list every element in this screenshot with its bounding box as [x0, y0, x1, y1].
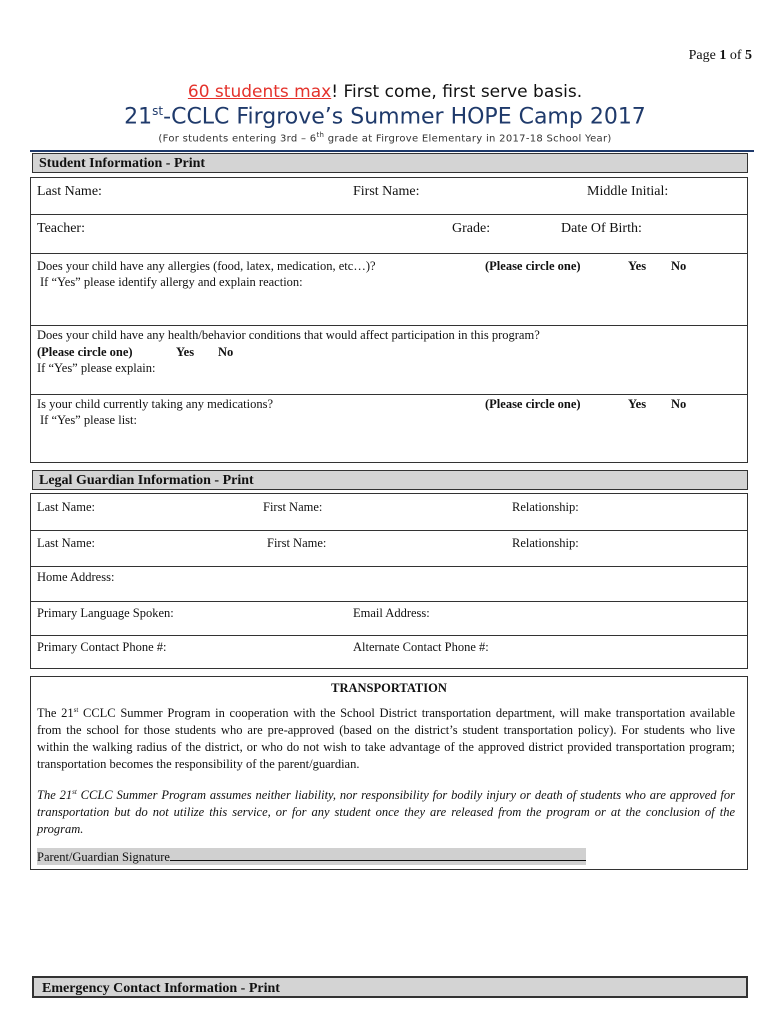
- transport-p2-start: The 21: [37, 788, 73, 803]
- health-circle-one: (Please circle one): [37, 345, 133, 359]
- subtitle-pre: (For students entering 3rd – 6: [158, 133, 317, 145]
- guardian1-name-row[interactable]: [31, 494, 747, 531]
- transport-p1-sup: st: [73, 706, 79, 714]
- language-email-row[interactable]: [31, 602, 747, 636]
- guardian2-first-name-label: First Name:: [267, 536, 327, 550]
- alternate-phone-label: Alternate Contact Phone #:: [353, 640, 489, 654]
- medication-no-option[interactable]: No: [671, 397, 687, 411]
- emergency-section-header: Emergency Contact Information - Print: [32, 976, 748, 998]
- capacity-banner: [0, 82, 770, 102]
- medication-circle-one: (Please circle one): [485, 397, 581, 411]
- student-section-header: Student Information - Print: [32, 153, 748, 173]
- home-address-row[interactable]: [31, 567, 747, 602]
- phone-row[interactable]: [31, 636, 747, 668]
- guardian1-first-name-label: First Name:: [263, 500, 323, 514]
- home-address-label: Home Address:: [37, 570, 115, 584]
- signature-label: Parent/Guardian Signature: [37, 850, 170, 864]
- student-first-name-label: First Name:: [353, 184, 420, 199]
- page-label: Page: [688, 48, 720, 63]
- guardian2-name-row[interactable]: [31, 531, 747, 567]
- health-explain: If “Yes” please explain:: [37, 361, 156, 375]
- teacher-label: Teacher:: [37, 221, 85, 236]
- student-teacher-row[interactable]: [31, 215, 747, 254]
- allergy-row[interactable]: [31, 254, 747, 326]
- transportation-title: TRANSPORTATION: [331, 681, 447, 695]
- transport-p1-rest: CCLC Summer Program in cooperation with the School District transportation department, will make transportation available from the school for those students who are pre-approved (based on the district’s student transportation policy). For students who live within the walking radius of the district, or who do not wish to take advantage of the approved district provided transportation program; transportation becomes the responsibility of the parent/guardian.: [37, 706, 735, 772]
- allergy-question: Does your child have any allergies (food, latex, medication, etc…)?: [37, 259, 376, 273]
- medication-question: Is your child currently taking any medications?: [37, 397, 274, 411]
- allergy-yes-option[interactable]: Yes: [628, 259, 647, 273]
- transportation-box: [30, 676, 748, 870]
- subtitle-sup: th: [316, 131, 325, 139]
- capacity-highlight: 60 students max: [187, 82, 332, 102]
- medication-yes-option[interactable]: Yes: [628, 397, 647, 411]
- health-yes-option[interactable]: Yes: [176, 345, 195, 359]
- student-info-box: [30, 177, 748, 463]
- grade-label: Grade:: [452, 221, 491, 236]
- page-number: [689, 48, 752, 64]
- signature-line[interactable]: [170, 848, 586, 861]
- title-suffix: st: [152, 104, 164, 118]
- title-rule: [30, 150, 754, 152]
- page-subtitle: [0, 131, 770, 144]
- transport-p2-sup: st: [72, 788, 77, 796]
- transportation-paragraph: [37, 702, 735, 773]
- guardian1-last-name-label: Last Name:: [37, 500, 95, 514]
- guardian-info-box: [30, 493, 748, 669]
- title-text: -CCLC Firgrove’s Summer HOPE Camp 2017: [163, 104, 646, 130]
- primary-phone-label: Primary Contact Phone #:: [37, 640, 167, 654]
- dob-label: Date Of Birth:: [561, 221, 642, 236]
- guardian-section-header: Legal Guardian Information - Print: [32, 470, 748, 490]
- transport-p1-start: The 21: [37, 706, 74, 721]
- title-number: 21: [124, 104, 153, 130]
- allergy-circle-one: (Please circle one): [485, 259, 581, 273]
- page-total: 5: [745, 48, 752, 63]
- guardian1-relationship-label: Relationship:: [512, 500, 579, 514]
- liability-paragraph: [37, 784, 735, 838]
- page-of: of: [726, 48, 745, 63]
- guardian2-last-name-label: Last Name:: [37, 536, 95, 550]
- subtitle-post: grade at Firgrove Elementary in 2017-18 School Year): [324, 133, 612, 145]
- student-last-name-label: Last Name:: [37, 184, 102, 199]
- page-title: [0, 104, 770, 129]
- transport-p2-rest: CCLC Summer Program assumes neither liability, nor responsibility for bodily injury or death of students who are approved for transportation but do not utilize this service, or for any student once they are released from the program or at the conclusion of the program.: [37, 788, 735, 837]
- medication-list: If “Yes” please list:: [40, 413, 137, 427]
- allergy-explain: If “Yes” please identify allergy and explain reaction:: [40, 275, 303, 289]
- student-middle-initial-label: Middle Initial:: [587, 184, 669, 199]
- signature-field[interactable]: [37, 848, 586, 865]
- health-no-option[interactable]: No: [218, 345, 234, 359]
- student-name-row[interactable]: [31, 178, 747, 215]
- primary-language-label: Primary Language Spoken:: [37, 606, 174, 620]
- email-address-label: Email Address:: [353, 606, 430, 620]
- page-current: 1: [719, 48, 727, 63]
- guardian2-relationship-label: Relationship:: [512, 536, 579, 550]
- capacity-text: ! First come, first serve basis.: [331, 82, 583, 102]
- health-row[interactable]: [31, 326, 747, 395]
- medication-row[interactable]: [31, 395, 747, 462]
- allergy-no-option[interactable]: No: [671, 259, 687, 273]
- health-question: Does your child have any health/behavior conditions that would affect participation in this program?: [37, 328, 540, 342]
